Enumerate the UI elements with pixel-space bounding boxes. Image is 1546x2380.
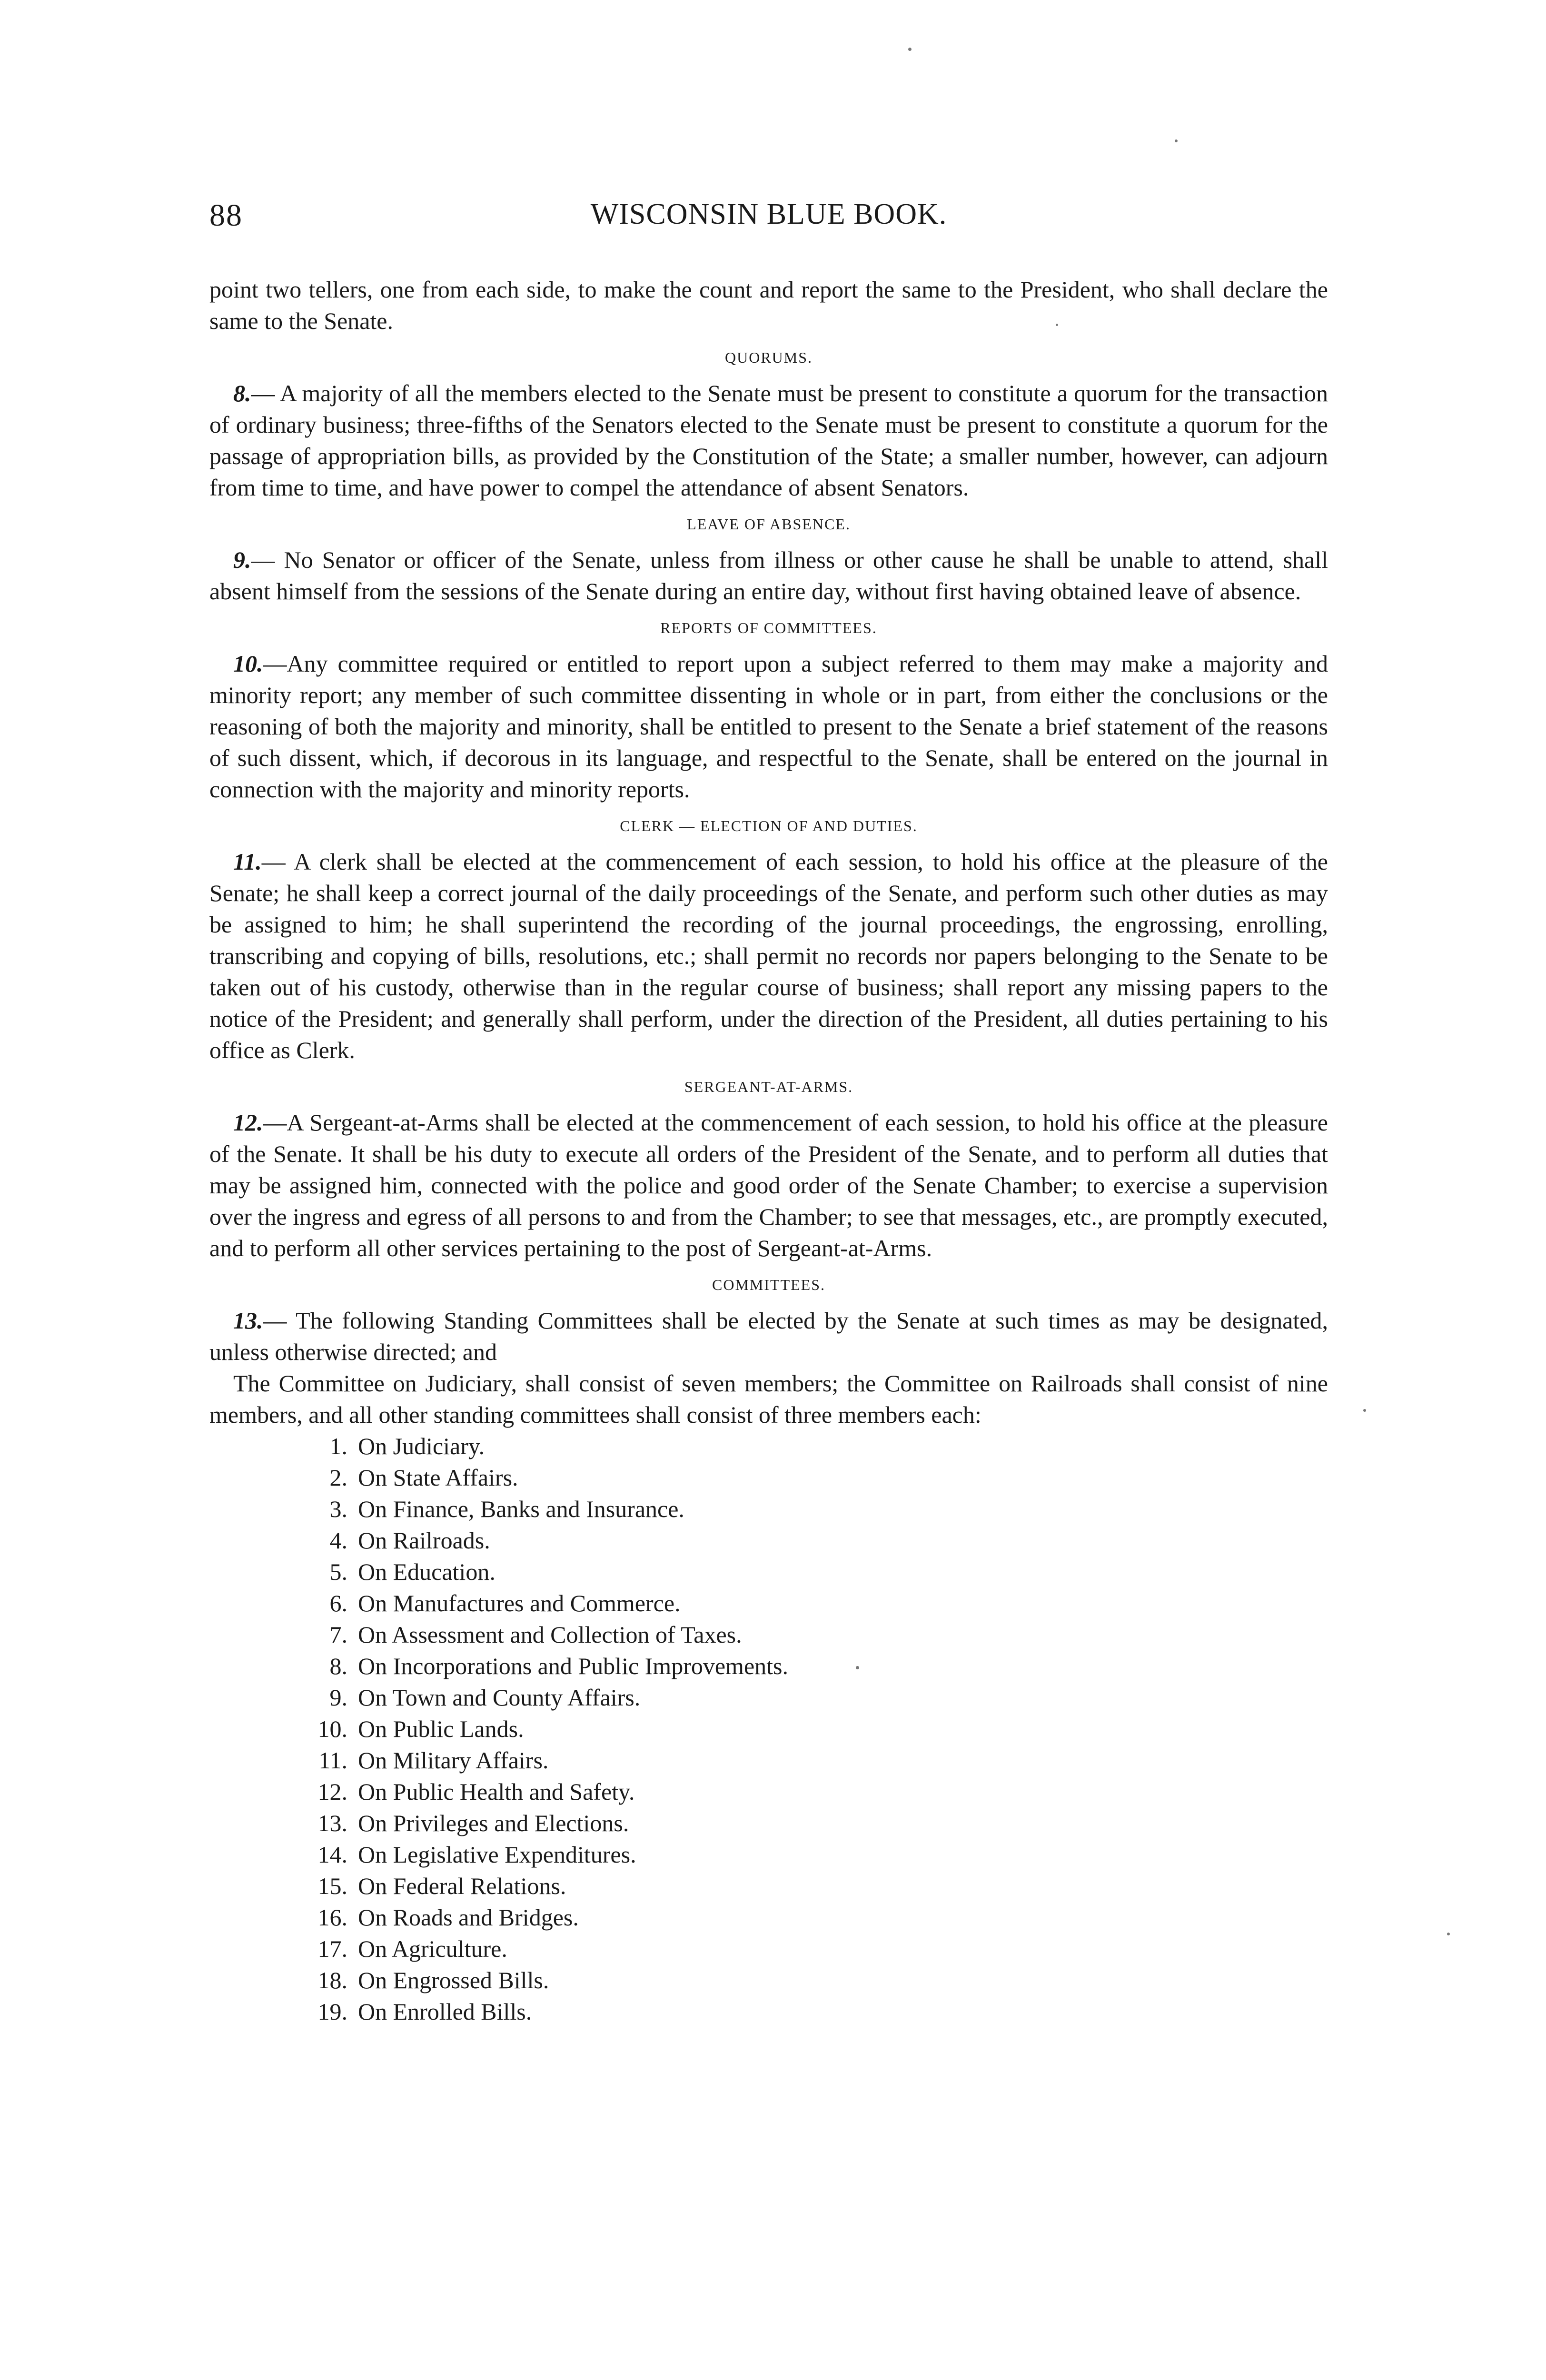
item-number: 8. [329,1653,347,1679]
item-number: 17. [317,1935,347,1962]
item-number: 6. [329,1590,347,1616]
list-item [300,1839,1328,1870]
item-label: On Legislative Expenditures. [358,1841,636,1868]
list-item [300,1745,1328,1776]
rule-paragraph [209,1107,1328,1264]
item-number: 9. [329,1684,347,1711]
item-number: 10. [317,1716,347,1742]
rule-text: —A Sergeant-at-Arms shall be elected at the commencement of each session, to hold his office at the pleasure of the Senate. It shall be his duty to execute all orders of the President of the Senate, and to perform all duties that may be assigned him, connected with the police and good order of the Senate Chamber; to exercise a supervision over the ingress and egress of all persons to and from the Chamber; to see that messages, etc., are promptly executed, and to perform all other services pertaining to the post of Sergeant-at-Arms. [209,1109,1328,1261]
list-item [300,1619,1328,1650]
item-label: On Federal Relations. [358,1873,566,1899]
list-item [300,1587,1328,1619]
item-label: On Engrossed Bills. [358,1967,549,1993]
list-item [300,1933,1328,1964]
running-title: WISCONSIN BLUE BOOK. [590,198,947,230]
item-label: On Manufactures and Commerce. [358,1590,681,1616]
list-item [300,1776,1328,1807]
item-label: On Public Health and Safety. [358,1778,635,1805]
rule-paragraph [209,648,1328,805]
section-heading: COMMITTEES. [712,1276,825,1293]
page-header [209,198,1328,236]
section-heading: CLERK — ELECTION OF AND DUTIES. [620,817,918,834]
list-item [300,1996,1328,2027]
item-label: On Railroads. [358,1527,490,1554]
item-number: 16. [317,1904,347,1931]
list-item [300,1807,1328,1839]
item-number: 19. [317,1998,347,2025]
rule-number: 11. [233,848,262,875]
section-heading: QUORUMS. [724,349,813,366]
list-item [300,1556,1328,1587]
rule-paragraph [209,1305,1328,1368]
item-number: 1. [329,1433,347,1459]
item-label: On Finance, Banks and Insurance. [358,1496,684,1522]
list-item [300,1462,1328,1493]
list-item [300,1430,1328,1462]
page-body [209,274,1328,2027]
list-item [300,1493,1328,1525]
item-number: 3. [329,1496,347,1522]
item-number: 15. [317,1873,347,1899]
item-label: On Privileges and Elections. [358,1810,629,1836]
continuation-paragraph: point two tellers, one from each side, to make the count and report the same to the President, who shall declare the same to the Senate. [209,276,1328,334]
item-label: On Roads and Bridges. [358,1904,579,1931]
rule-text: — No Senator or officer of the Senate, unless from illness or other cause he shall be unable to attend, shall absent himself from the sessions of the Senate during an entire day, without first having obtained leave of absence. [209,546,1328,605]
list-item [300,1650,1328,1682]
item-label: On Military Affairs. [358,1747,549,1774]
rule-text: — The following Standing Committees shall be elected by the Senate at such times as may be designated, unless otherwise directed; and [209,1307,1328,1365]
list-item [300,1525,1328,1556]
rule-paragraph [209,544,1328,607]
rule-number: 12. [233,1109,263,1136]
rule-text: — A majority of all the members elected to the Senate must be present to constitute a quorum for the transaction of ordinary business; three-fifths of the Senators elected to the Senate must be present to constitute a quorum for the passage of appropriation bills, as provided by the Constitution of the State; a smaller number, however, can adjourn from time to time, and have power to compel the attendance of absent Senators. [209,380,1328,501]
list-item [300,1964,1328,1996]
section-heading: LEAVE OF ABSENCE. [687,516,851,533]
item-number: 18. [317,1967,347,1993]
item-label: On Agriculture. [358,1935,507,1962]
rule-text: — A clerk shall be elected at the commencement of each session, to hold his office at the pleasure of the Senate; he shall keep a correct journal of the daily proceedings of the Senate, and perform such other duties as may be assigned to him; he shall superintend the recording of the journal proceedings, the engrossing, enrolling, transcribing and copying of bills, resolutions, etc.; shall permit no records nor papers belonging to the Senate to be taken out of his custody, otherwise than in the regular course of business; shall report any missing papers to the notice of the President; and generally shall perform, under the direction of the President, all duties pertaining to his office as Clerk. [209,848,1328,1063]
item-number: 4. [329,1527,347,1554]
list-item [300,1870,1328,1902]
item-label: On Assessment and Collection of Taxes. [358,1621,742,1648]
item-label: On Incorporations and Public Improvements. [358,1653,788,1679]
item-label: On Town and County Affairs. [358,1684,641,1711]
item-label: On Judiciary. [358,1433,485,1459]
rule-number: 9. [233,546,251,573]
item-number: 2. [329,1464,347,1491]
item-label: On Education. [358,1558,496,1585]
item-label: On State Affairs. [358,1464,518,1491]
rule-paragraph [209,846,1328,1066]
item-number: 14. [317,1841,347,1868]
rule-text: —Any committee required or entitled to report upon a subject referred to them may make a majority and minority report; any member of such committee dissenting in whole or in part, from either the conclusions or the reasoning of both the majority and minority, shall be entitled to present to the Senate a brief statement of the reasons of such dissent, which, if decorous in its language, and respectful to the Senate, shall be entered on the journal in connection with the majority and minority reports. [209,650,1328,803]
item-number: 11. [318,1747,347,1774]
section-heading: REPORTS OF COMMITTEES. [660,619,877,636]
list-item [300,1682,1328,1713]
page-number: 88 [209,198,243,233]
list-item [300,1713,1328,1745]
item-number: 5. [329,1558,347,1585]
rule-number: 8. [233,380,251,407]
committee-intro: The Committee on Judiciary, shall consist of seven members; the Committee on Railroads shall consist of nine members, and all other standing committees shall consist of three members each: [209,1370,1328,1428]
list-item [300,1902,1328,1933]
item-number: 7. [329,1621,347,1648]
item-label: On Public Lands. [358,1716,524,1742]
section-heading: SERGEANT-AT-ARMS. [684,1078,853,1095]
item-number: 12. [317,1778,347,1805]
item-label: On Enrolled Bills. [358,1998,532,2025]
committee-list [209,1430,1328,2027]
item-number: 13. [317,1810,347,1836]
rule-number: 10. [233,650,263,677]
rule-number: 13. [233,1307,263,1334]
rule-paragraph [209,377,1328,503]
